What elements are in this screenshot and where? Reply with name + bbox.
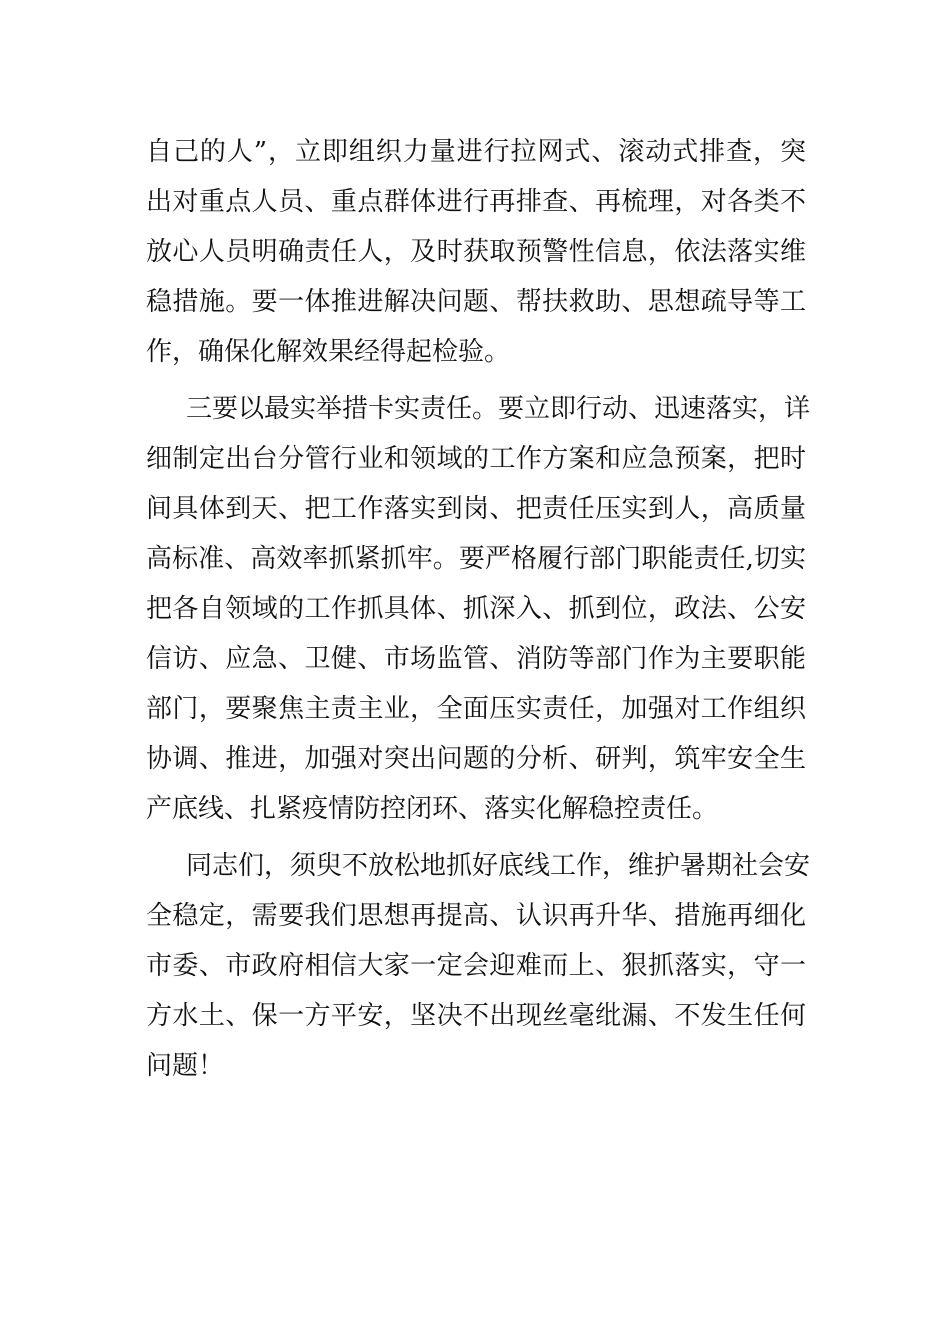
text-line: 稳措施。要一体推进解决问题、帮扶救助、思想疏导等工 <box>146 287 806 317</box>
paragraph-1 <box>146 127 806 377</box>
text-line: 把各自领域的工作抓具体、抓深入、抓到位，政法、公安 <box>146 594 806 624</box>
text-line: 方水土、保一方平安，坚决不出现丝毫纰漏、不发生任何 <box>146 1001 806 1031</box>
text-line: 全稳定，需要我们思想再提高、认识再升华、措施再细化 <box>146 901 806 931</box>
text-line: 问题！ <box>146 1051 225 1081</box>
text-line: 同志们，须臾不放松地抓好底线工作，维护暑期社会安 <box>186 851 811 881</box>
text-line: 产底线、扎紧疫情防控闭环、落实化解稳控责任。 <box>146 794 719 824</box>
text-line: 细制定出台分管行业和领域的工作方案和应急预案，把时 <box>146 444 806 474</box>
paragraph-2 <box>146 384 811 834</box>
text-line: 部门，要聚焦主责主业，全面压实责任，加强对工作组织 <box>146 694 806 724</box>
paragraph-gap <box>146 377 806 384</box>
text-line: 自己的人”，立即组织力量进行拉网式、滚动式排查，突 <box>146 137 806 167</box>
text-line: 出对重点人员、重点群体进行再排查、再梳理，对各类不 <box>146 187 806 217</box>
text-line: 信访、应急、卫健、市场监管、消防等部门作为主要职能 <box>146 644 806 674</box>
text-line: 放心人员明确责任人，及时获取预警性信息，依法落实维 <box>146 237 806 267</box>
paragraph-3 <box>146 841 811 1091</box>
text-line: 作，确保化解效果经得起检验。 <box>146 337 511 367</box>
paragraph-gap <box>146 834 806 841</box>
text-line: 市委、市政府相信大家一定会迎难而上、狠抓落实，守一 <box>146 951 806 981</box>
text-line: 三要以最实举措卡实责任。要立即行动、迅速落实，详 <box>186 394 811 424</box>
document-body <box>146 127 811 1091</box>
text-line: 间具体到天、把工作落实到岗、把责任压实到人，高质量 <box>146 494 806 524</box>
text-line: 高标准、高效率抓紧抓牢。要严格履行部门职能责任,切实 <box>146 544 806 574</box>
text-line: 协调、推进，加强对突出问题的分析、研判，筑牢安全生 <box>146 744 806 774</box>
